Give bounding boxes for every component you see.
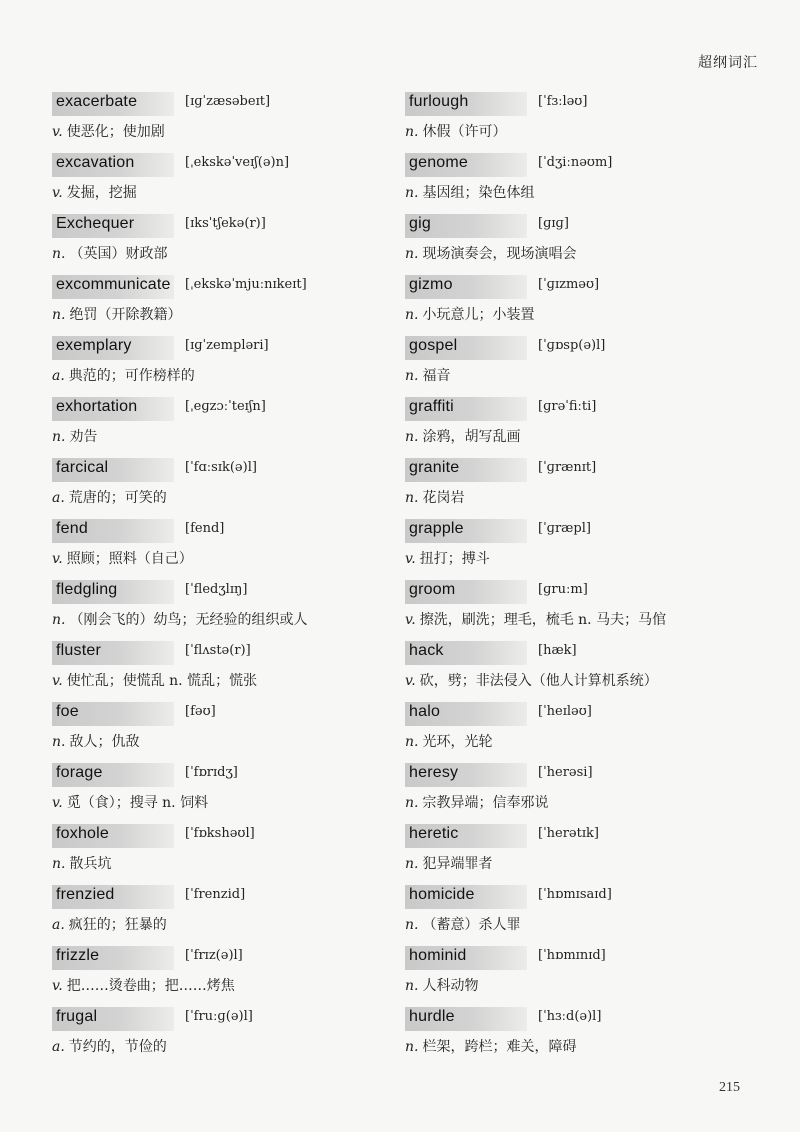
vocab-phonetic: [ˈfɑːsɪk(ə)l] [185,460,257,475]
vocab-word: frizzle [56,947,100,964]
vocab-word: hominid [409,947,467,964]
vocab-entry [405,515,735,576]
vocab-phonetic: [fend] [185,521,225,536]
part-of-speech: v. [52,185,63,201]
definition-text: 劝告 [69,429,98,445]
vocab-phonetic: [ˈflʌstə(r)] [185,643,251,658]
vocab-phonetic: [ɡrəˈfiːti] [538,399,597,414]
vocab-phonetic: [ˈfledʒlɪŋ] [185,582,248,597]
definition-text: 休假（许可） [422,124,507,140]
vocab-definition-line [405,243,576,263]
vocab-definition-line [52,426,97,446]
vocab-entry [405,332,735,393]
vocab-word: heresy [409,764,459,781]
vocab-definition-line [52,487,167,507]
part-of-speech: a. [52,490,65,506]
definition-text: 犯异端罪者 [422,856,493,872]
vocab-word: excavation [56,154,135,171]
part-of-speech: v. [405,612,416,628]
vocab-entry [52,637,382,698]
part-of-speech: a. [52,368,65,384]
vocab-entry [405,454,735,515]
vocab-definition-line [405,121,506,141]
vocab-word: fluster [56,642,101,659]
vocab-word: excommunicate [56,276,171,293]
vocab-definition-line [405,426,520,446]
vocab-definition-line [52,609,307,629]
vocab-word: fend [56,520,88,537]
vocab-entry [52,698,382,759]
part-of-speech: n. [52,856,66,872]
part-of-speech: n. [52,612,66,628]
vocab-definition-line [52,731,139,751]
left-vocab-column [52,88,382,1064]
vocab-word: graffiti [409,398,454,415]
vocab-definition-line [52,304,181,324]
part-of-speech: n. [405,856,419,872]
vocab-phonetic: [ˈherətɪk] [538,826,599,841]
vocab-definition-line [52,670,257,690]
vocab-phonetic: [ˌekskəˈmjuːnɪkeɪt] [185,277,307,292]
definition-text: 使忙乱；使慌乱 n. 慌乱；慌张 [66,673,258,689]
vocab-definition-line [52,975,235,995]
vocab-entry [52,271,382,332]
vocab-definition-line [405,365,450,385]
definition-text: 荒唐的；可笑的 [68,490,167,506]
vocab-definition-line [52,914,167,934]
definition-text: 光环，光轮 [422,734,493,750]
vocab-phonetic: [ɡɪɡ] [538,216,569,231]
definition-text: 现场演奏会，现场演唱会 [422,246,577,262]
part-of-speech: n. [405,124,419,140]
vocab-phonetic: [ˈɡrænɪt] [538,460,597,475]
vocab-entry [52,88,382,149]
vocab-definition-line [405,609,666,629]
part-of-speech: n. [405,917,419,933]
vocab-definition-line [405,914,520,934]
vocab-definition-line [405,487,464,507]
vocab-phonetic: [ɪksˈtʃekə(r)] [185,216,266,231]
vocab-entry [405,576,735,637]
vocab-definition-line [52,365,195,385]
vocab-word: exhortation [56,398,138,415]
vocab-word: granite [409,459,460,476]
definition-text: 觅（食）；搜寻 n. 饲料 [66,795,209,811]
part-of-speech: n. [405,368,419,384]
vocab-entry [405,698,735,759]
vocab-word: gospel [409,337,458,354]
vocab-definition-line [52,1036,167,1056]
definition-text: 敌人；仇敌 [69,734,140,750]
vocab-entry [52,1003,382,1064]
vocab-word: heretic [409,825,459,842]
definition-text: 散兵坑 [69,856,112,872]
part-of-speech: a. [52,1039,65,1055]
definition-text: 宗教异端；信奉邪说 [422,795,549,811]
vocab-entry [405,759,735,820]
vocab-entry [405,637,735,698]
vocab-phonetic: [ɡruːm] [538,582,588,597]
part-of-speech: n. [405,429,419,445]
part-of-speech: n. [405,795,419,811]
vocab-definition-line [405,1036,576,1056]
vocab-entry [52,515,382,576]
vocab-phonetic: [ˈfrɪz(ə)l] [185,948,243,963]
part-of-speech: n. [405,185,419,201]
vocab-word: genome [409,154,469,171]
definition-text: 使恶化；使加剧 [66,124,165,140]
definition-text: 扭打；搏斗 [419,551,490,567]
vocab-entry [52,149,382,210]
vocab-entry [405,820,735,881]
vocab-phonetic: [ˌeɡzɔːˈteɪʃn] [185,399,266,414]
vocab-definition-line [405,975,478,995]
vocab-definition-line [52,243,167,263]
part-of-speech: v. [52,124,63,140]
vocab-definition-line [52,121,165,141]
definition-text: （刚会飞的）幼鸟；无经验的组织或人 [69,612,308,628]
vocab-word: gig [409,215,431,232]
vocab-phonetic: [hæk] [538,643,577,658]
vocab-definition-line [52,792,208,812]
part-of-speech: n. [405,1039,419,1055]
part-of-speech: v. [405,673,416,689]
part-of-speech: n. [52,429,66,445]
vocab-phonetic: [ˈheɪləʊ] [538,704,592,719]
vocab-entry [52,820,382,881]
part-of-speech: n. [52,734,66,750]
vocab-phonetic: [ˌekskəˈveɪʃ(ə)n] [185,155,290,170]
part-of-speech: n. [52,307,66,323]
vocab-word: farcical [56,459,109,476]
part-of-speech: n. [405,734,419,750]
vocab-entry [52,759,382,820]
definition-text: 照顾；照料（自己） [66,551,193,567]
definition-text: 砍，劈；非法侵入（他人计算机系统） [419,673,658,689]
vocab-word: Exchequer [56,215,135,232]
definition-text: 福音 [422,368,451,384]
vocab-phonetic: [ˈfrenzid] [185,887,246,902]
vocab-entry [52,454,382,515]
definition-text: 把……烫卷曲；把……烤焦 [66,978,235,994]
part-of-speech: v. [52,551,63,567]
part-of-speech: v. [405,551,416,567]
vocab-phonetic: [ˈhɜːd(ə)l] [538,1009,602,1024]
vocab-word: forage [56,764,103,781]
vocab-definition-line [52,182,137,202]
vocab-phonetic: [ˈfɒkshəʊl] [185,826,255,841]
vocab-word: frenzied [56,886,115,903]
vocab-definition-line [405,304,534,324]
part-of-speech: n. [52,246,66,262]
definition-text: （蓄意）杀人罪 [422,917,521,933]
vocab-definition-line [405,792,548,812]
definition-text: 人科动物 [422,978,479,994]
definition-text: 绝罚（开除教籍） [69,307,182,323]
part-of-speech: n. [405,490,419,506]
vocab-entry [405,1003,735,1064]
part-of-speech: n. [405,978,419,994]
definition-text: 节约的，节俭的 [68,1039,167,1055]
vocab-entry [52,393,382,454]
definition-text: 花岗岩 [422,490,465,506]
part-of-speech: n. [405,246,419,262]
definition-text: 发掘，挖掘 [66,185,137,201]
part-of-speech: v. [52,978,63,994]
vocab-word: foe [56,703,79,720]
page-number: 215 [719,1080,740,1095]
part-of-speech: n. [405,307,419,323]
vocab-word: frugal [56,1008,98,1025]
definition-text: 基因组；染色体组 [422,185,535,201]
vocab-phonetic: [ˈherəsi] [538,765,593,780]
vocab-definition-line [52,853,111,873]
definition-text: 涂鸦，胡写乱画 [422,429,521,445]
vocab-word: hack [409,642,444,659]
vocab-entry [52,881,382,942]
vocab-phonetic: [fəʊ] [185,704,216,719]
vocab-phonetic: [ˈfruːɡ(ə)l] [185,1009,253,1024]
vocab-word: exacerbate [56,93,138,110]
vocab-phonetic: [ˈhɒmɪsaɪd] [538,887,612,902]
part-of-speech: v. [52,795,63,811]
vocab-word: hurdle [409,1008,455,1025]
part-of-speech: a. [52,917,65,933]
vocab-word: homicide [409,886,475,903]
definition-text: 擦洗，刷洗；理毛，梳毛 n. 马夫；马倌 [419,612,667,628]
vocab-phonetic: [ˈhɒmɪnɪd] [538,948,606,963]
definition-text: 小玩意儿；小装置 [422,307,535,323]
vocab-word: halo [409,703,441,720]
vocab-phonetic: [ˈɡɒsp(ə)l] [538,338,606,353]
vocab-entry [405,393,735,454]
vocab-word: groom [409,581,456,598]
vocab-definition-line [405,853,492,873]
part-of-speech: v. [52,673,63,689]
vocab-entry [52,576,382,637]
vocab-entry [405,271,735,332]
vocab-entry [52,942,382,1003]
definition-text: 栏架，跨栏；难关，障碍 [422,1039,577,1055]
vocab-definition-line [405,182,534,202]
vocab-phonetic: [ˈfɒrɪdʒ] [185,765,238,780]
vocab-entry [52,210,382,271]
vocab-phonetic: [ɪɡˈzempləri] [185,338,269,353]
vocab-word: grapple [409,520,464,537]
definition-text: （英国）财政部 [69,246,168,262]
vocab-entry [405,881,735,942]
vocab-entry [405,210,735,271]
vocab-phonetic: [ˈdʒiːnəʊm] [538,155,613,170]
definition-text: 疯狂的；狂暴的 [68,917,167,933]
page-header-title: 超纲词汇 [698,55,758,71]
vocab-definition-line [52,548,193,568]
vocab-phonetic: [ɪɡˈzæsəbeɪt] [185,94,271,109]
vocab-word: exemplary [56,337,132,354]
vocab-entry [405,149,735,210]
vocab-entry [405,88,735,149]
vocab-phonetic: [ˈfɜːləʊ] [538,94,588,109]
vocab-entry [405,942,735,1003]
vocab-definition-line [405,731,492,751]
vocab-phonetic: [ˈɡræpl] [538,521,591,536]
vocab-definition-line [405,548,490,568]
vocab-word: furlough [409,93,469,110]
vocab-word: fledgling [56,581,118,598]
vocab-phonetic: [ˈɡɪzməʊ] [538,277,600,292]
definition-text: 典范的；可作榜样的 [68,368,195,384]
right-vocab-column [405,88,735,1064]
vocab-word: gizmo [409,276,453,293]
vocab-definition-line [405,670,658,690]
vocab-entry [52,332,382,393]
vocab-word: foxhole [56,825,109,842]
